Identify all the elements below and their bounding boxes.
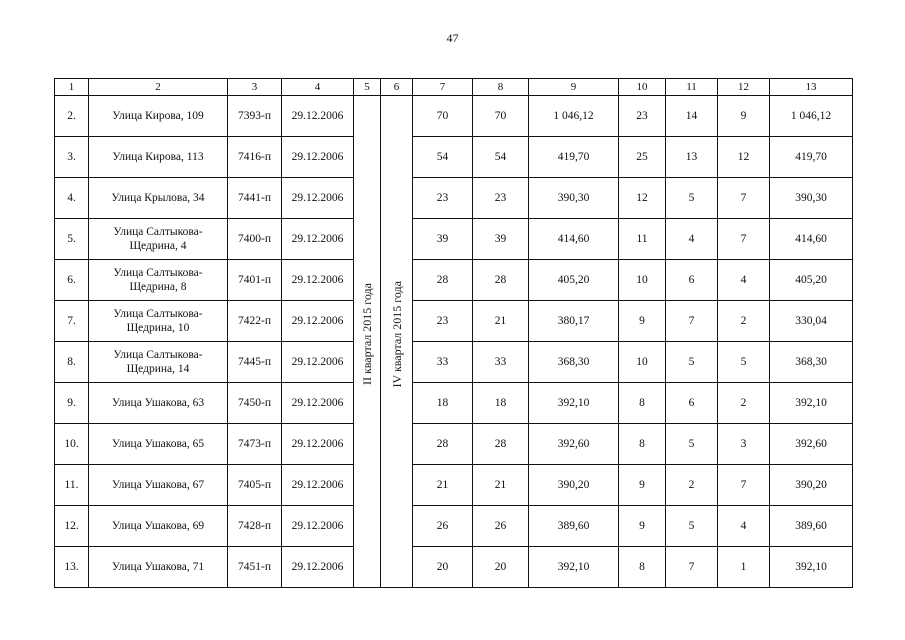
value-col9: 392,10 (529, 547, 619, 588)
value-col8: 28 (473, 260, 529, 301)
table-row (55, 465, 853, 506)
value-col7: 33 (413, 342, 473, 383)
column-header: 13 (770, 79, 853, 96)
document-date: 29.12.2006 (282, 465, 354, 506)
document-date: 29.12.2006 (282, 301, 354, 342)
period-label: II квартал 2015 года (360, 283, 374, 386)
table-row (55, 424, 853, 465)
value-col9: 392,60 (529, 424, 619, 465)
document-date: 29.12.2006 (282, 178, 354, 219)
address: Улица Крылова, 34 (89, 178, 228, 219)
value-col11: 2 (666, 465, 718, 506)
document-number: 7428-п (228, 506, 282, 547)
column-header: 1 (55, 79, 89, 96)
address: Улица Кирова, 109 (89, 96, 228, 137)
value-col11: 5 (666, 178, 718, 219)
row-number: 8. (55, 342, 89, 383)
page-number: 47 (446, 31, 459, 45)
value-col7: 54 (413, 137, 473, 178)
column-header: 11 (666, 79, 718, 96)
document-number: 7451-п (228, 547, 282, 588)
column-header: 4 (282, 79, 354, 96)
column-header: 12 (718, 79, 770, 96)
address: Улица Ушакова, 71 (89, 547, 228, 588)
value-col9: 389,60 (529, 506, 619, 547)
value-col11: 14 (666, 96, 718, 137)
value-col9: 380,17 (529, 301, 619, 342)
table-row (55, 260, 853, 301)
document-number: 7441-п (228, 178, 282, 219)
address: Улица Ушакова, 65 (89, 424, 228, 465)
document-number: 7405-п (228, 465, 282, 506)
value-col8: 21 (473, 465, 529, 506)
document-number: 7473-п (228, 424, 282, 465)
value-col10: 23 (619, 96, 666, 137)
document-date: 29.12.2006 (282, 383, 354, 424)
value-col10: 9 (619, 506, 666, 547)
row-number: 10. (55, 424, 89, 465)
value-col7: 23 (413, 301, 473, 342)
value-col13: 1 046,12 (770, 96, 853, 137)
value-col7: 26 (413, 506, 473, 547)
value-col13: 392,10 (770, 547, 853, 588)
value-col10: 8 (619, 547, 666, 588)
header-row (55, 79, 853, 96)
value-col10: 9 (619, 465, 666, 506)
value-col8: 26 (473, 506, 529, 547)
row-number: 13. (55, 547, 89, 588)
address: Улица Ушакова, 63 (89, 383, 228, 424)
value-col9: 392,10 (529, 383, 619, 424)
column-header: 9 (529, 79, 619, 96)
value-col11: 13 (666, 137, 718, 178)
column-header: 6 (381, 79, 413, 96)
value-col11: 7 (666, 547, 718, 588)
address: Улица Кирова, 113 (89, 137, 228, 178)
value-col9: 414,60 (529, 219, 619, 260)
value-col9: 405,20 (529, 260, 619, 301)
column-header: 2 (89, 79, 228, 96)
value-col9: 419,70 (529, 137, 619, 178)
value-col12: 3 (718, 424, 770, 465)
row-number: 2. (55, 96, 89, 137)
table-row (55, 178, 853, 219)
value-col11: 7 (666, 301, 718, 342)
value-col12: 9 (718, 96, 770, 137)
value-col13: 390,20 (770, 465, 853, 506)
document-number: 7450-п (228, 383, 282, 424)
value-col7: 39 (413, 219, 473, 260)
data-table (54, 78, 853, 588)
value-col7: 23 (413, 178, 473, 219)
value-col9: 390,30 (529, 178, 619, 219)
document-date: 29.12.2006 (282, 342, 354, 383)
address: Улица Ушакова, 69 (89, 506, 228, 547)
value-col13: 414,60 (770, 219, 853, 260)
value-col12: 7 (718, 219, 770, 260)
document-date: 29.12.2006 (282, 96, 354, 137)
value-col7: 28 (413, 260, 473, 301)
value-col11: 6 (666, 383, 718, 424)
value-col12: 2 (718, 383, 770, 424)
value-col13: 405,20 (770, 260, 853, 301)
value-col13: 390,30 (770, 178, 853, 219)
table-row (55, 506, 853, 547)
value-col13: 330,04 (770, 301, 853, 342)
value-col7: 28 (413, 424, 473, 465)
value-col9: 1 046,12 (529, 96, 619, 137)
value-col7: 70 (413, 96, 473, 137)
table-row (55, 301, 853, 342)
column-header: 8 (473, 79, 529, 96)
value-col10: 9 (619, 301, 666, 342)
document-number: 7416-п (228, 137, 282, 178)
value-col10: 12 (619, 178, 666, 219)
column-header: 7 (413, 79, 473, 96)
document-number: 7401-п (228, 260, 282, 301)
row-number: 11. (55, 465, 89, 506)
address: Улица Ушакова, 67 (89, 465, 228, 506)
value-col12: 7 (718, 465, 770, 506)
value-col13: 392,10 (770, 383, 853, 424)
value-col10: 10 (619, 342, 666, 383)
table-row (55, 96, 853, 137)
document-date: 29.12.2006 (282, 260, 354, 301)
value-col11: 4 (666, 219, 718, 260)
value-col8: 20 (473, 547, 529, 588)
row-number: 6. (55, 260, 89, 301)
value-col13: 368,30 (770, 342, 853, 383)
document-date: 29.12.2006 (282, 137, 354, 178)
value-col8: 21 (473, 301, 529, 342)
column-header: 5 (354, 79, 381, 96)
value-col10: 10 (619, 260, 666, 301)
value-col12: 2 (718, 301, 770, 342)
address: Улица Салтыкова-Щедрина, 8 (89, 260, 228, 301)
column-header: 10 (619, 79, 666, 96)
value-col12: 4 (718, 260, 770, 301)
value-col13: 392,60 (770, 424, 853, 465)
table-row (55, 219, 853, 260)
value-col11: 5 (666, 506, 718, 547)
document-number: 7400-п (228, 219, 282, 260)
value-col7: 20 (413, 547, 473, 588)
address: Улица Салтыкова-Щедрина, 10 (89, 301, 228, 342)
table-row (55, 342, 853, 383)
value-col8: 54 (473, 137, 529, 178)
row-number: 3. (55, 137, 89, 178)
value-col10: 8 (619, 424, 666, 465)
value-col7: 21 (413, 465, 473, 506)
value-col10: 8 (619, 383, 666, 424)
value-col8: 23 (473, 178, 529, 219)
document-date: 29.12.2006 (282, 424, 354, 465)
address: Улица Салтыкова-Щедрина, 4 (89, 219, 228, 260)
value-col9: 390,20 (529, 465, 619, 506)
value-col13: 389,60 (770, 506, 853, 547)
document-date: 29.12.2006 (282, 506, 354, 547)
period-label: IV квартал 2015 года (389, 281, 404, 388)
table-row (55, 547, 853, 588)
value-col12: 7 (718, 178, 770, 219)
address: Улица Салтыкова-Щедрина, 14 (89, 342, 228, 383)
value-col8: 39 (473, 219, 529, 260)
value-col10: 25 (619, 137, 666, 178)
value-col11: 6 (666, 260, 718, 301)
table-row (55, 383, 853, 424)
value-col12: 1 (718, 547, 770, 588)
period-cell-q2 (354, 96, 381, 588)
value-col12: 12 (718, 137, 770, 178)
row-number: 5. (55, 219, 89, 260)
value-col12: 5 (718, 342, 770, 383)
document-number: 7393-п (228, 96, 282, 137)
column-header: 3 (228, 79, 282, 96)
value-col12: 4 (718, 506, 770, 547)
document-date: 29.12.2006 (282, 547, 354, 588)
document-date: 29.12.2006 (282, 219, 354, 260)
value-col8: 70 (473, 96, 529, 137)
row-number: 7. (55, 301, 89, 342)
row-number: 4. (55, 178, 89, 219)
value-col8: 18 (473, 383, 529, 424)
value-col8: 33 (473, 342, 529, 383)
value-col10: 11 (619, 219, 666, 260)
value-col7: 18 (413, 383, 473, 424)
value-col11: 5 (666, 342, 718, 383)
value-col9: 368,30 (529, 342, 619, 383)
row-number: 12. (55, 506, 89, 547)
document-number: 7445-п (228, 342, 282, 383)
value-col13: 419,70 (770, 137, 853, 178)
row-number: 9. (55, 383, 89, 424)
document-number: 7422-п (228, 301, 282, 342)
period-cell-q4 (381, 96, 413, 588)
table-row (55, 137, 853, 178)
value-col8: 28 (473, 424, 529, 465)
value-col11: 5 (666, 424, 718, 465)
